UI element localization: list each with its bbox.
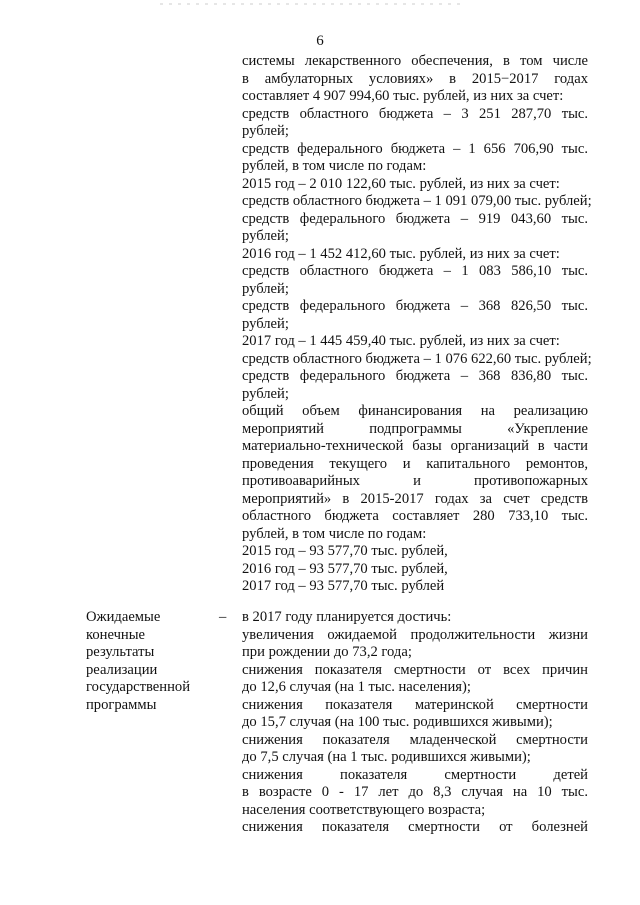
paragraph-line: 2017 год – 93 577,70 тыс. рублей: [242, 578, 445, 594]
paragraph-line: в возрасте 0 - 17 лет до 8,3 случая на 10 тыс.: [242, 784, 588, 800]
label-line: конечные: [86, 626, 146, 643]
paragraph-line: средств областного бюджета – 1 076 622,60 тыс. рублей;: [242, 350, 592, 367]
paragraph-line: мероприятий» в 2015-2017 годах за счет средств: [242, 490, 588, 507]
page-number: 6: [316, 33, 324, 49]
paragraph-line: в 2017 году планируется достичь:: [242, 609, 452, 625]
label-line: реализации: [86, 661, 158, 678]
paragraph-line: рублей, в том числе по годам:: [242, 525, 427, 542]
paragraph-line: системы лекарственного обеспечения, в том числе: [242, 53, 588, 69]
paragraph-line: рублей;: [242, 385, 289, 402]
section-label-expected-results: [86, 609, 236, 714]
paragraph-line: общий объем финансирования на реализацию: [242, 403, 588, 419]
paragraph-line: увеличения ожидаемой продолжительности жизни: [242, 626, 588, 643]
financing-text-block: [242, 53, 592, 596]
paragraph-line: средств федерального бюджета – 368 836,80 тыс.: [242, 368, 588, 384]
label-line: государственной: [86, 679, 191, 695]
paragraph-line: снижения показателя смертности детей: [242, 766, 588, 783]
paragraph-line: противоаварийных и противопожарных: [242, 473, 588, 489]
paragraph-line: составляет 4 907 994,60 тыс. рублей, из них за счет:: [242, 88, 564, 104]
paragraph-line: снижения показателя младенческой смертности: [242, 731, 588, 748]
paragraph-line: до 12,6 случая (на 1 тыс. населения);: [242, 679, 471, 695]
paragraph-line: средств областного бюджета – 3 251 287,70 тыс.: [242, 105, 588, 122]
paragraph-line: снижения показателя смертности от болезней: [242, 819, 588, 835]
paragraph-line: рублей;: [242, 123, 289, 139]
paragraph-line: средств областного бюджета – 1 083 586,10 тыс.: [242, 263, 588, 279]
paragraph-line: рублей;: [242, 228, 289, 244]
label-line: результаты: [86, 644, 155, 660]
paragraph-line: до 15,7 случая (на 100 тыс. родившихся живыми);: [242, 714, 553, 730]
scan-artifact: [160, 3, 460, 5]
paragraph-line: средств областного бюджета – 1 091 079,00 тыс. рублей;: [242, 193, 592, 209]
paragraph-line: средств федерального бюджета – 919 043,60 тыс.: [242, 210, 588, 227]
paragraph-line: мероприятий подпрограммы «Укрепление: [242, 420, 588, 437]
paragraph-line: 2015 год – 93 577,70 тыс. рублей,: [242, 543, 448, 559]
paragraph-line: рублей;: [242, 315, 289, 332]
paragraph-line: 2016 год – 93 577,70 тыс. рублей,: [242, 560, 448, 577]
paragraph-line: рублей, в том числе по годам:: [242, 158, 427, 174]
paragraph-line: снижения показателя смертности от всех причин: [242, 661, 588, 678]
paragraph-line: 2015 год – 2 010 122,60 тыс. рублей, из них за счет:: [242, 175, 560, 192]
label-dash: –: [219, 609, 227, 625]
paragraph-line: при рождении до 73,2 года;: [242, 644, 412, 660]
paragraph-line: рублей;: [242, 280, 289, 297]
paragraph-line: населения соответствующего возраста;: [242, 801, 486, 818]
label-line: программы: [86, 696, 157, 713]
paragraph-line: материально-технической базы организаций в части: [242, 438, 588, 454]
paragraph-line: проведения текущего и капитального ремонтов,: [242, 455, 588, 472]
paragraph-line: областного бюджета составляет 280 733,10 тыс.: [242, 508, 588, 524]
paragraph-line: в амбулаторных условиях» в 2015−2017 годах: [242, 70, 588, 87]
expected-results-text-block: [242, 609, 588, 837]
label-line: Ожидаемые: [86, 609, 161, 625]
paragraph-line: средств федерального бюджета – 368 826,50 тыс.: [242, 298, 588, 314]
paragraph-line: 2016 год – 1 452 412,60 тыс. рублей, из них за счет:: [242, 245, 560, 262]
paragraph-line: 2017 год – 1 445 459,40 тыс. рублей, из них за счет:: [242, 333, 560, 349]
paragraph-line: снижения показателя материнской смертности: [242, 696, 588, 713]
paragraph-line: средств федерального бюджета – 1 656 706,90 тыс.: [242, 140, 588, 157]
paragraph-line: до 7,5 случая (на 1 тыс. родившихся живыми);: [242, 749, 531, 765]
